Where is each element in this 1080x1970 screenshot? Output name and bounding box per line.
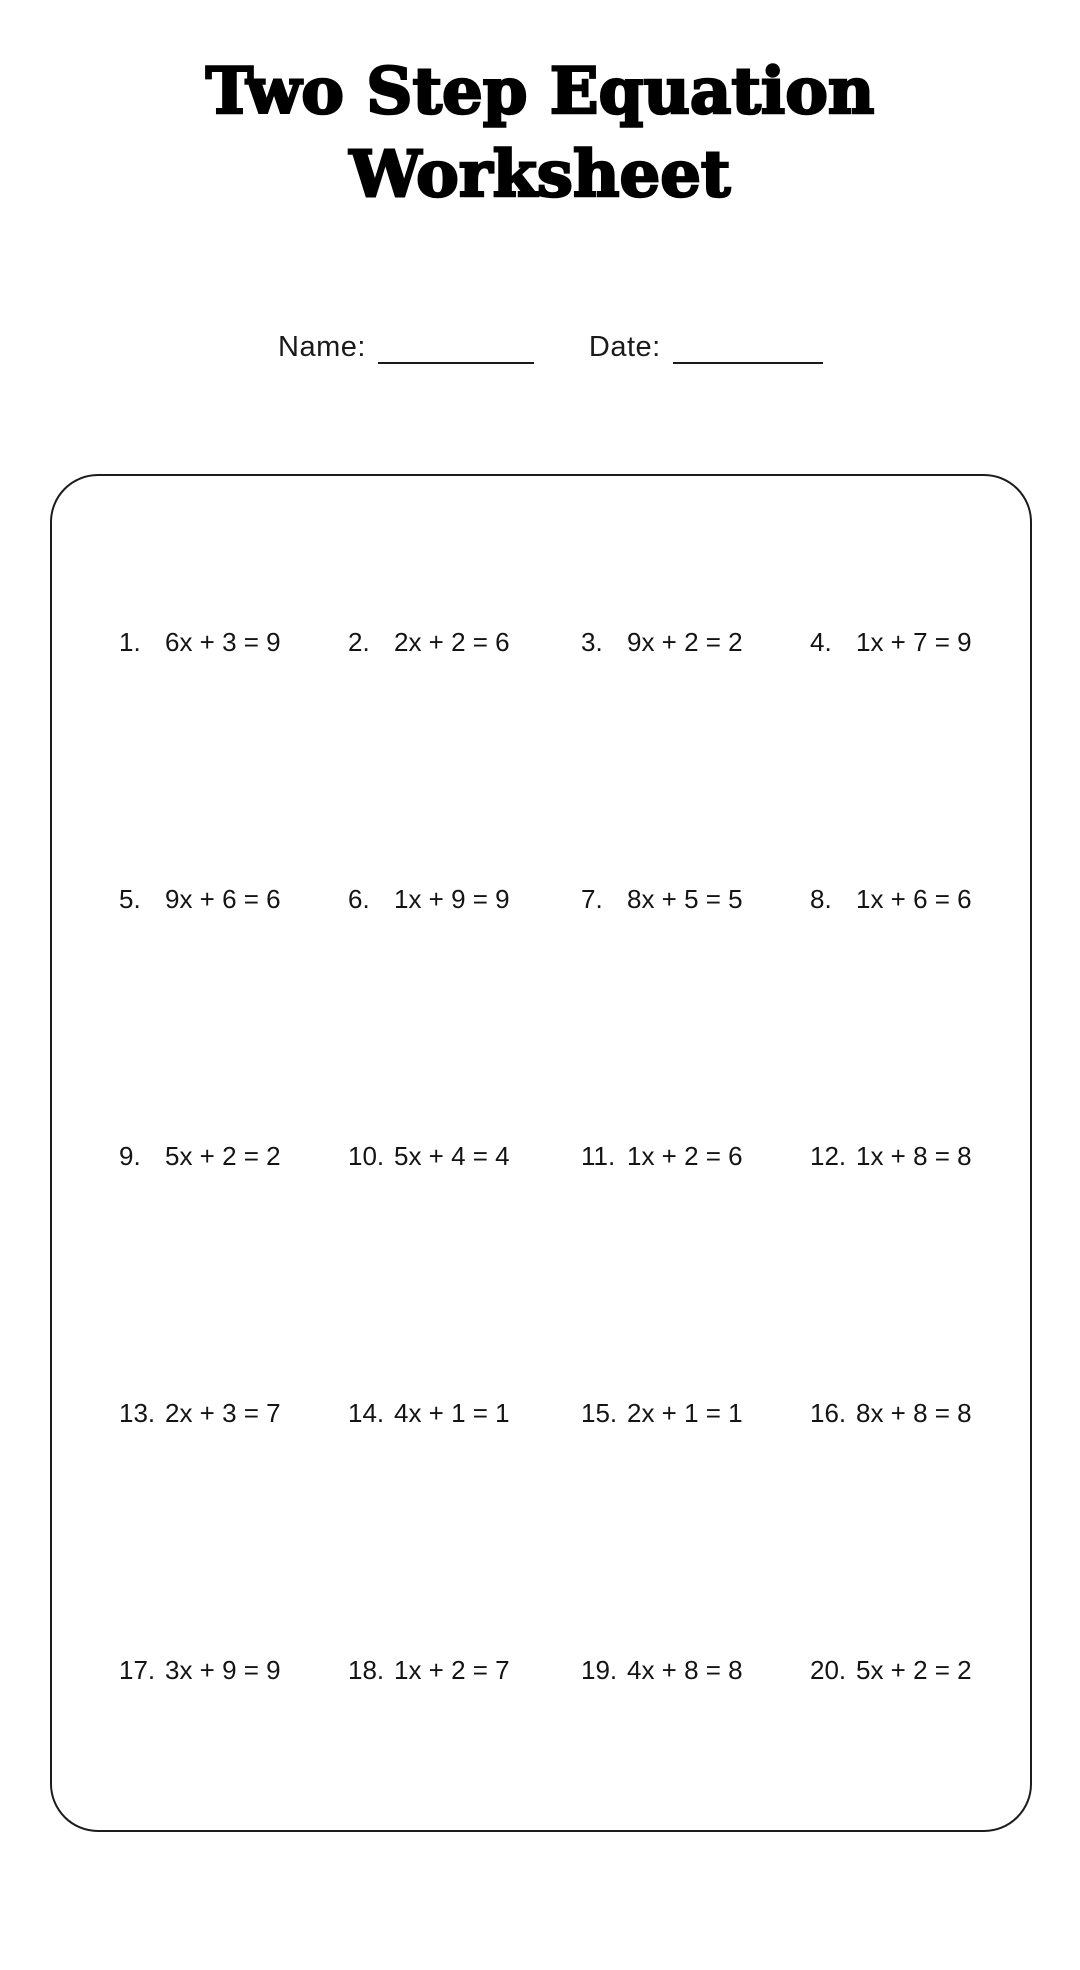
problem-item [348, 883, 581, 1140]
problem-equation: 5x + 2 = 2 [165, 1141, 281, 1171]
problem-equation: 1x + 6 = 6 [856, 884, 972, 914]
problem-item [581, 1654, 810, 1911]
problem-item [119, 1397, 348, 1654]
problem-item [119, 626, 348, 883]
problem-equation: 3x + 9 = 9 [165, 1655, 281, 1685]
problem-number: 5. [119, 884, 141, 914]
problem-number: 8. [810, 884, 832, 914]
problem-number: 10. [348, 1141, 385, 1171]
page-title [0, 50, 1080, 216]
problem-item [581, 883, 810, 1140]
page-title-line2: Worksheet [349, 137, 731, 213]
name-label: Name: [278, 331, 366, 363]
problem-number: 12. [810, 1141, 847, 1171]
problem-number: 14. [348, 1398, 385, 1428]
problem-item [348, 1397, 581, 1654]
problem-item [810, 883, 1030, 1140]
problem-equation: 1x + 7 = 9 [856, 627, 972, 657]
problem-equation: 9x + 2 = 2 [627, 627, 743, 657]
problem-equation: 5x + 4 = 4 [394, 1141, 510, 1171]
problem-item [581, 1140, 810, 1397]
problem-number: 13. [119, 1398, 156, 1428]
problem-equation: 1x + 2 = 7 [394, 1655, 510, 1685]
problem-item [119, 1654, 348, 1911]
problem-equation: 6x + 3 = 9 [165, 627, 281, 657]
problem-equation: 2x + 2 = 6 [394, 627, 510, 657]
problem-equation: 1x + 8 = 8 [856, 1141, 972, 1171]
problem-equation: 9x + 6 = 6 [165, 884, 281, 914]
problem-number: 9. [119, 1141, 141, 1171]
problem-equation: 1x + 2 = 6 [627, 1141, 743, 1171]
problem-equation: 5x + 2 = 2 [856, 1655, 972, 1685]
problem-item [810, 1654, 1030, 1911]
problem-item [581, 1397, 810, 1654]
problem-number: 18. [348, 1655, 385, 1685]
name-date-row [278, 331, 823, 364]
problem-equation: 8x + 5 = 5 [627, 884, 743, 914]
problem-item [810, 1397, 1030, 1654]
problem-equation: 2x + 3 = 7 [165, 1398, 281, 1428]
problem-item [119, 1140, 348, 1397]
problem-number: 15. [581, 1398, 618, 1428]
name-blank-field[interactable] [378, 361, 534, 364]
problem-equation: 8x + 8 = 8 [856, 1398, 972, 1428]
problem-equation: 4x + 8 = 8 [627, 1655, 743, 1685]
problem-item [810, 626, 1030, 883]
problems-box [50, 474, 1032, 1832]
problem-number: 20. [810, 1655, 847, 1685]
date-blank-field[interactable] [673, 361, 823, 364]
problem-item [119, 883, 348, 1140]
problem-number: 1. [119, 627, 141, 657]
problem-number: 2. [348, 627, 370, 657]
problem-equation: 2x + 1 = 1 [627, 1398, 743, 1428]
problem-item [810, 1140, 1030, 1397]
problem-number: 11. [581, 1141, 616, 1171]
date-label: Date: [588, 331, 661, 363]
problem-item [348, 1140, 581, 1397]
problem-number: 6. [348, 884, 370, 914]
problem-number: 3. [581, 627, 603, 657]
problem-item [348, 1654, 581, 1911]
problem-equation: 4x + 1 = 1 [394, 1398, 510, 1428]
problem-number: 7. [581, 884, 603, 914]
problem-number: 16. [810, 1398, 847, 1428]
problem-number: 4. [810, 627, 832, 657]
problem-number: 17. [119, 1655, 156, 1685]
page-title-line1: Two Step Equation [205, 54, 875, 129]
problems-grid [52, 476, 1030, 1830]
problem-number: 19. [581, 1655, 618, 1685]
problem-item [581, 626, 810, 883]
problem-equation: 1x + 9 = 9 [394, 884, 510, 914]
problem-item [348, 626, 581, 883]
